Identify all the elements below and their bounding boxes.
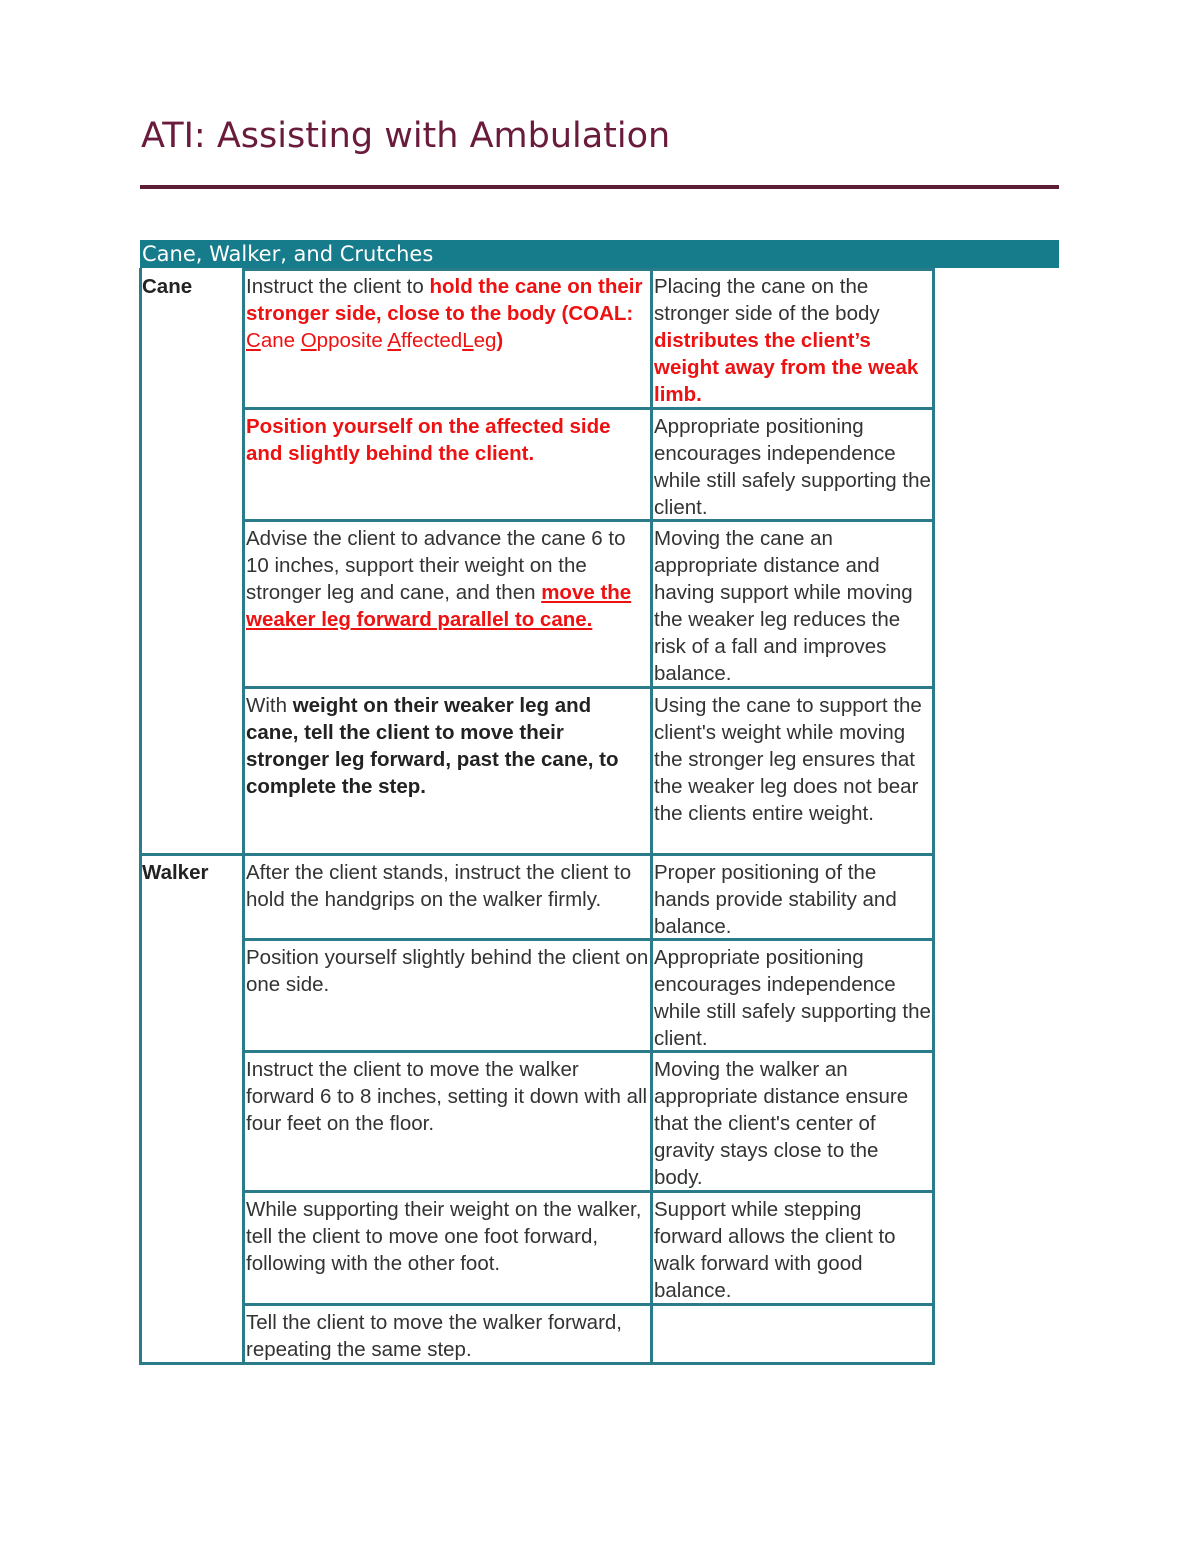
category-cane: Cane [142, 275, 193, 298]
table-cell-action: While supporting their weight on the walker, tell the client to move one foot forward, following with the other foot. [246, 1198, 642, 1275]
table-cell-rationale: Support while stepping forward allows the client to walk forward with good balance. [654, 1198, 896, 1302]
table-cell-rationale: Appropriate positioning encourages independence while still safely supporting the client. [654, 946, 931, 1050]
section-header [140, 240, 1059, 268]
table-cell-action: Tell the client to move the walker forward, repeating the same step. [246, 1311, 622, 1361]
title-divider [140, 185, 1059, 189]
table-cell-action: After the client stands, instruct the client to hold the handgrips on the walker firmly. [246, 861, 632, 911]
table-cell-rationale: Appropriate positioning encourages independence while still safely supporting the client. [654, 415, 931, 519]
table-cell-action: Position yourself on the affected side and slightly behind the client. [246, 415, 611, 465]
table-cell-rationale: Placing the cane on the stronger side of the body distributes the client’s weight away from the weak limb. [654, 275, 919, 406]
table-cell-rationale: Proper positioning of the hands provide stability and balance. [654, 861, 897, 938]
page-title: ATI: Assisting with Ambulation [141, 116, 671, 156]
table-cell-rationale: Moving the walker an appropriate distance ensure that the client's center of gravity stays close to the body. [654, 1058, 909, 1189]
table-cell-action: Instruct the client to move the walker forward 6 to 8 inches, setting it down with all four feet on the floor. [246, 1058, 648, 1135]
table-border [139, 1362, 935, 1365]
table-cell-action: With weight on their weaker leg and cane, tell the client to move their stronger leg forward, past the cane, to complete the step. [246, 694, 619, 798]
section-header-label: Cane, Walker, and Crutches [142, 242, 434, 266]
table-cell-action: Advise the client to advance the cane 6 to 10 inches, support their weight on the stronger leg and cane, and then move the weaker leg forward parallel to cane. [246, 527, 632, 631]
table-cell-rationale: Moving the cane an appropriate distance and having support while moving the weaker leg reduces the risk of a fall and improves balance. [654, 527, 913, 685]
table-cell-action: Instruct the client to hold the cane on their stronger side, close to the body (COAL: Cane Opposite AffectedLeg) [246, 275, 643, 352]
table-cell-rationale [652, 1306, 933, 1362]
table-cell-action: Position yourself slightly behind the client on one side. [246, 946, 649, 996]
table-cell-rationale: Using the cane to support the client's weight while moving the stronger leg ensures that the weaker leg does not bear the clients entire weight. [654, 694, 922, 825]
table-border [139, 268, 142, 1365]
category-walker: Walker [142, 861, 209, 884]
